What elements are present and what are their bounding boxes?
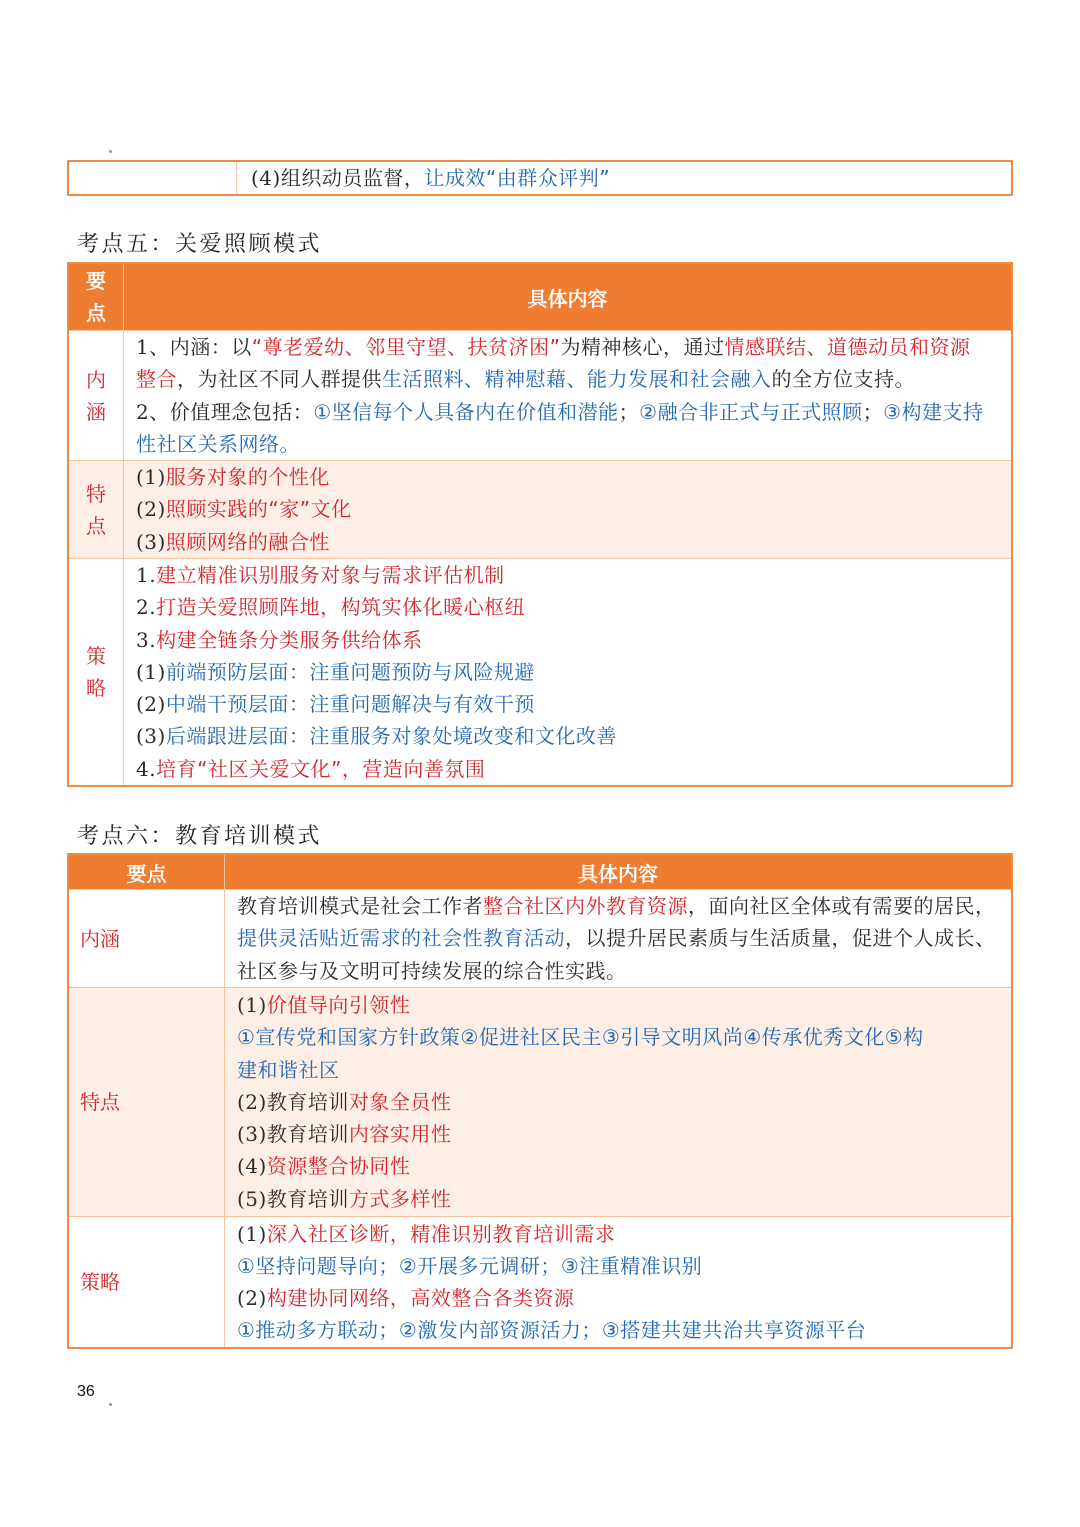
- red-highlight-text: 资源整合协同性: [266, 1154, 411, 1179]
- care-model-table: [67, 262, 1013, 787]
- blue-highlight-text: 提供灵活贴近需求的社会性教育活动: [237, 926, 565, 951]
- plain-text: ；: [618, 399, 640, 424]
- red-highlight-text: 照顾实践的“家”文化: [165, 497, 352, 522]
- plain-text: (3): [136, 724, 166, 749]
- plain-text: (2): [136, 497, 166, 522]
- row-content-connotation: [225, 889, 1011, 987]
- text-line: [237, 1150, 1011, 1182]
- text-line: [136, 559, 1011, 591]
- text-line: [237, 1282, 1011, 1314]
- plain-text: 1、内涵：以: [136, 335, 252, 360]
- plain-text: (1): [136, 659, 166, 684]
- row-content-strategies: [124, 558, 1011, 785]
- row-label: 特点: [80, 1090, 120, 1114]
- page-number: 36: [77, 1383, 95, 1400]
- header-label: 要点: [126, 861, 167, 886]
- row-label-cell-features: [69, 987, 225, 1216]
- red-highlight-text: 构建协同网络，高效整合各类资源: [266, 1286, 575, 1310]
- plain-text: (4)组织动员监督，: [251, 165, 425, 190]
- text-line: [136, 753, 1011, 785]
- blue-highlight-text: ①坚持问题导向；②开展多元调研；③注重精准识别: [237, 1253, 703, 1278]
- red-highlight-text: 价值导向引领性: [266, 993, 411, 1018]
- text-line: [237, 1086, 1011, 1118]
- red-highlight-text: 方式多样性: [348, 1186, 452, 1211]
- empty-label-cell: [69, 162, 237, 194]
- text-line: [237, 1021, 1011, 1053]
- text-line: [136, 428, 1011, 460]
- text-line: [237, 1183, 1011, 1215]
- text-line: [136, 688, 1011, 720]
- header-label: 具体内容: [527, 286, 608, 311]
- text-line: [237, 890, 1011, 922]
- plain-text: (3)教育培训: [237, 1122, 349, 1147]
- section-title-education-model: 考点六：教育培训模式: [77, 824, 323, 849]
- row-label: 内涵: [80, 926, 120, 951]
- row-label: 策略: [86, 644, 106, 700]
- plain-text: (5)教育培训: [237, 1186, 349, 1211]
- plain-text: 的全方位支持。: [771, 367, 915, 392]
- text-line: [136, 591, 1011, 623]
- red-highlight-text: “尊老爱幼、邻里守望、扶贫济困”: [251, 335, 561, 360]
- text-line: [136, 526, 1011, 558]
- row-content-connotation: [124, 330, 1011, 460]
- plain-text: 4.: [136, 756, 157, 781]
- scan-dot: [109, 150, 112, 153]
- red-highlight-text: 构建全链条分类服务供给体系: [156, 627, 423, 652]
- blue-highlight-text: ①宣传党和国家方针政策②促进社区民主③引导文明风尚④传承优秀文化⑤构: [237, 1025, 924, 1050]
- blue-highlight-text: 前端预防层面：注重问题预防与风险规避: [165, 659, 535, 684]
- row-label: 特点: [86, 481, 106, 538]
- blue-highlight-text: ②融合非正式与正式照顾: [639, 399, 863, 424]
- blue-highlight-text: 性社区关系网络。: [136, 431, 300, 456]
- plain-text: 教育培训模式是社会工作者: [237, 894, 483, 919]
- text-line: [136, 720, 1011, 752]
- previous-table-last-row: [67, 160, 1013, 196]
- education-model-table: [67, 853, 1013, 1349]
- row-label-cell-features: [69, 460, 124, 558]
- text-line: [136, 363, 1011, 395]
- text-line: [136, 396, 1011, 428]
- blue-highlight-text: 后端跟进层面：注重服务对象处境改变和文化改善: [165, 724, 617, 749]
- red-highlight-text: 对象全员性: [348, 1089, 452, 1114]
- text-line: [237, 1250, 1011, 1282]
- plain-text: ，为社区不同人群提供: [177, 367, 382, 392]
- row-label-cell-strategies: [69, 558, 124, 785]
- header-cell-key-points: [69, 855, 225, 889]
- plain-text: 社区参与及文明可持续发展的综合性实践。: [237, 958, 627, 983]
- header-label: 具体内容: [578, 861, 658, 886]
- text-line: [237, 955, 1011, 987]
- red-highlight-text: 情感联结、道德动员和资源: [724, 335, 971, 360]
- text-line: [136, 656, 1011, 688]
- row-label: 内涵: [86, 367, 106, 424]
- blue-highlight-text: 让成效“由群众评判”: [424, 165, 611, 190]
- plain-text: (4): [237, 1154, 267, 1179]
- plain-text: 3.: [136, 627, 157, 652]
- plain-text: (1): [136, 465, 166, 490]
- text-line: [237, 1118, 1011, 1150]
- red-highlight-text: 内容实用性: [348, 1122, 452, 1147]
- text-line: [136, 493, 1011, 525]
- plain-text: ；: [862, 399, 884, 424]
- row-content-features: [124, 460, 1011, 558]
- text-line: [136, 624, 1011, 656]
- red-highlight-text: 服务对象的个性化: [165, 465, 330, 490]
- text-line: [136, 461, 1011, 493]
- row-label-cell-strategies: [69, 1216, 225, 1347]
- plain-text: (3): [136, 529, 166, 554]
- plain-text: 2.: [136, 595, 157, 620]
- plain-text: (2): [237, 1286, 267, 1310]
- row-content-strategies: [225, 1216, 1011, 1347]
- blue-highlight-text: 中端干预层面：注重问题解决与有效干预: [165, 692, 535, 717]
- blue-highlight-text: 生活照料、精神慰藉、能力发展和社会融入: [382, 367, 772, 392]
- red-highlight-text: 整合: [136, 367, 177, 392]
- plain-text: 为精神核心，通过: [560, 335, 725, 360]
- plain-text: (2): [136, 692, 166, 717]
- plain-text: (1): [237, 993, 267, 1018]
- header-cell-content: [124, 264, 1011, 330]
- red-highlight-text: 培育“社区关爱文化”，营造向善氛围: [156, 756, 486, 781]
- text-line: [237, 1314, 1011, 1346]
- text-line: [237, 1054, 1011, 1086]
- plain-text: (1): [237, 1221, 267, 1246]
- row-content-features: [225, 987, 1011, 1216]
- blue-highlight-text: 建和谐社区: [237, 1057, 340, 1082]
- row-label: 策略: [80, 1270, 120, 1294]
- text-line: [251, 162, 1011, 194]
- scan-dot: [109, 1403, 112, 1406]
- red-highlight-text: 深入社区诊断，精准识别教育培训需求: [266, 1221, 616, 1246]
- text-line: [136, 331, 1011, 363]
- red-highlight-text: 建立精准识别服务对象与需求评估机制: [156, 563, 505, 588]
- header-cell-key-points: [69, 264, 124, 330]
- header-label: 要点: [86, 269, 106, 325]
- row-label-cell-connotation: [69, 889, 225, 987]
- plain-text: (2)教育培训: [237, 1089, 349, 1114]
- blue-highlight-text: ③构建支持: [883, 399, 984, 424]
- red-highlight-text: 整合社区内外教育资源: [483, 894, 688, 919]
- blue-highlight-text: ①推动多方联动；②激发内部资源活力；③搭建共建共治共享资源平台: [237, 1318, 867, 1343]
- text-line: [237, 989, 1011, 1021]
- plain-text: 2、价值理念包括：: [136, 399, 314, 424]
- blue-highlight-text: ①坚信每个人具备内在价值和潜能: [313, 399, 619, 424]
- red-highlight-text: 打造关爱照顾阵地，构筑实体化暖心枢纽: [156, 595, 526, 620]
- text-line: [237, 1218, 1011, 1250]
- content-cell: [237, 162, 1011, 194]
- red-highlight-text: 照顾网络的融合性: [165, 529, 330, 554]
- plain-text: ，面向社区全体或有需要的居民，: [688, 894, 996, 919]
- text-line: [237, 922, 1011, 954]
- header-cell-content: [225, 855, 1011, 889]
- plain-text: ，以提升居民素质与生活质量，促进个人成长、: [565, 926, 996, 951]
- row-label-cell-connotation: [69, 330, 124, 460]
- plain-text: 1.: [136, 563, 157, 588]
- section-title-care-model: 考点五：关爱照顾模式: [77, 232, 323, 257]
